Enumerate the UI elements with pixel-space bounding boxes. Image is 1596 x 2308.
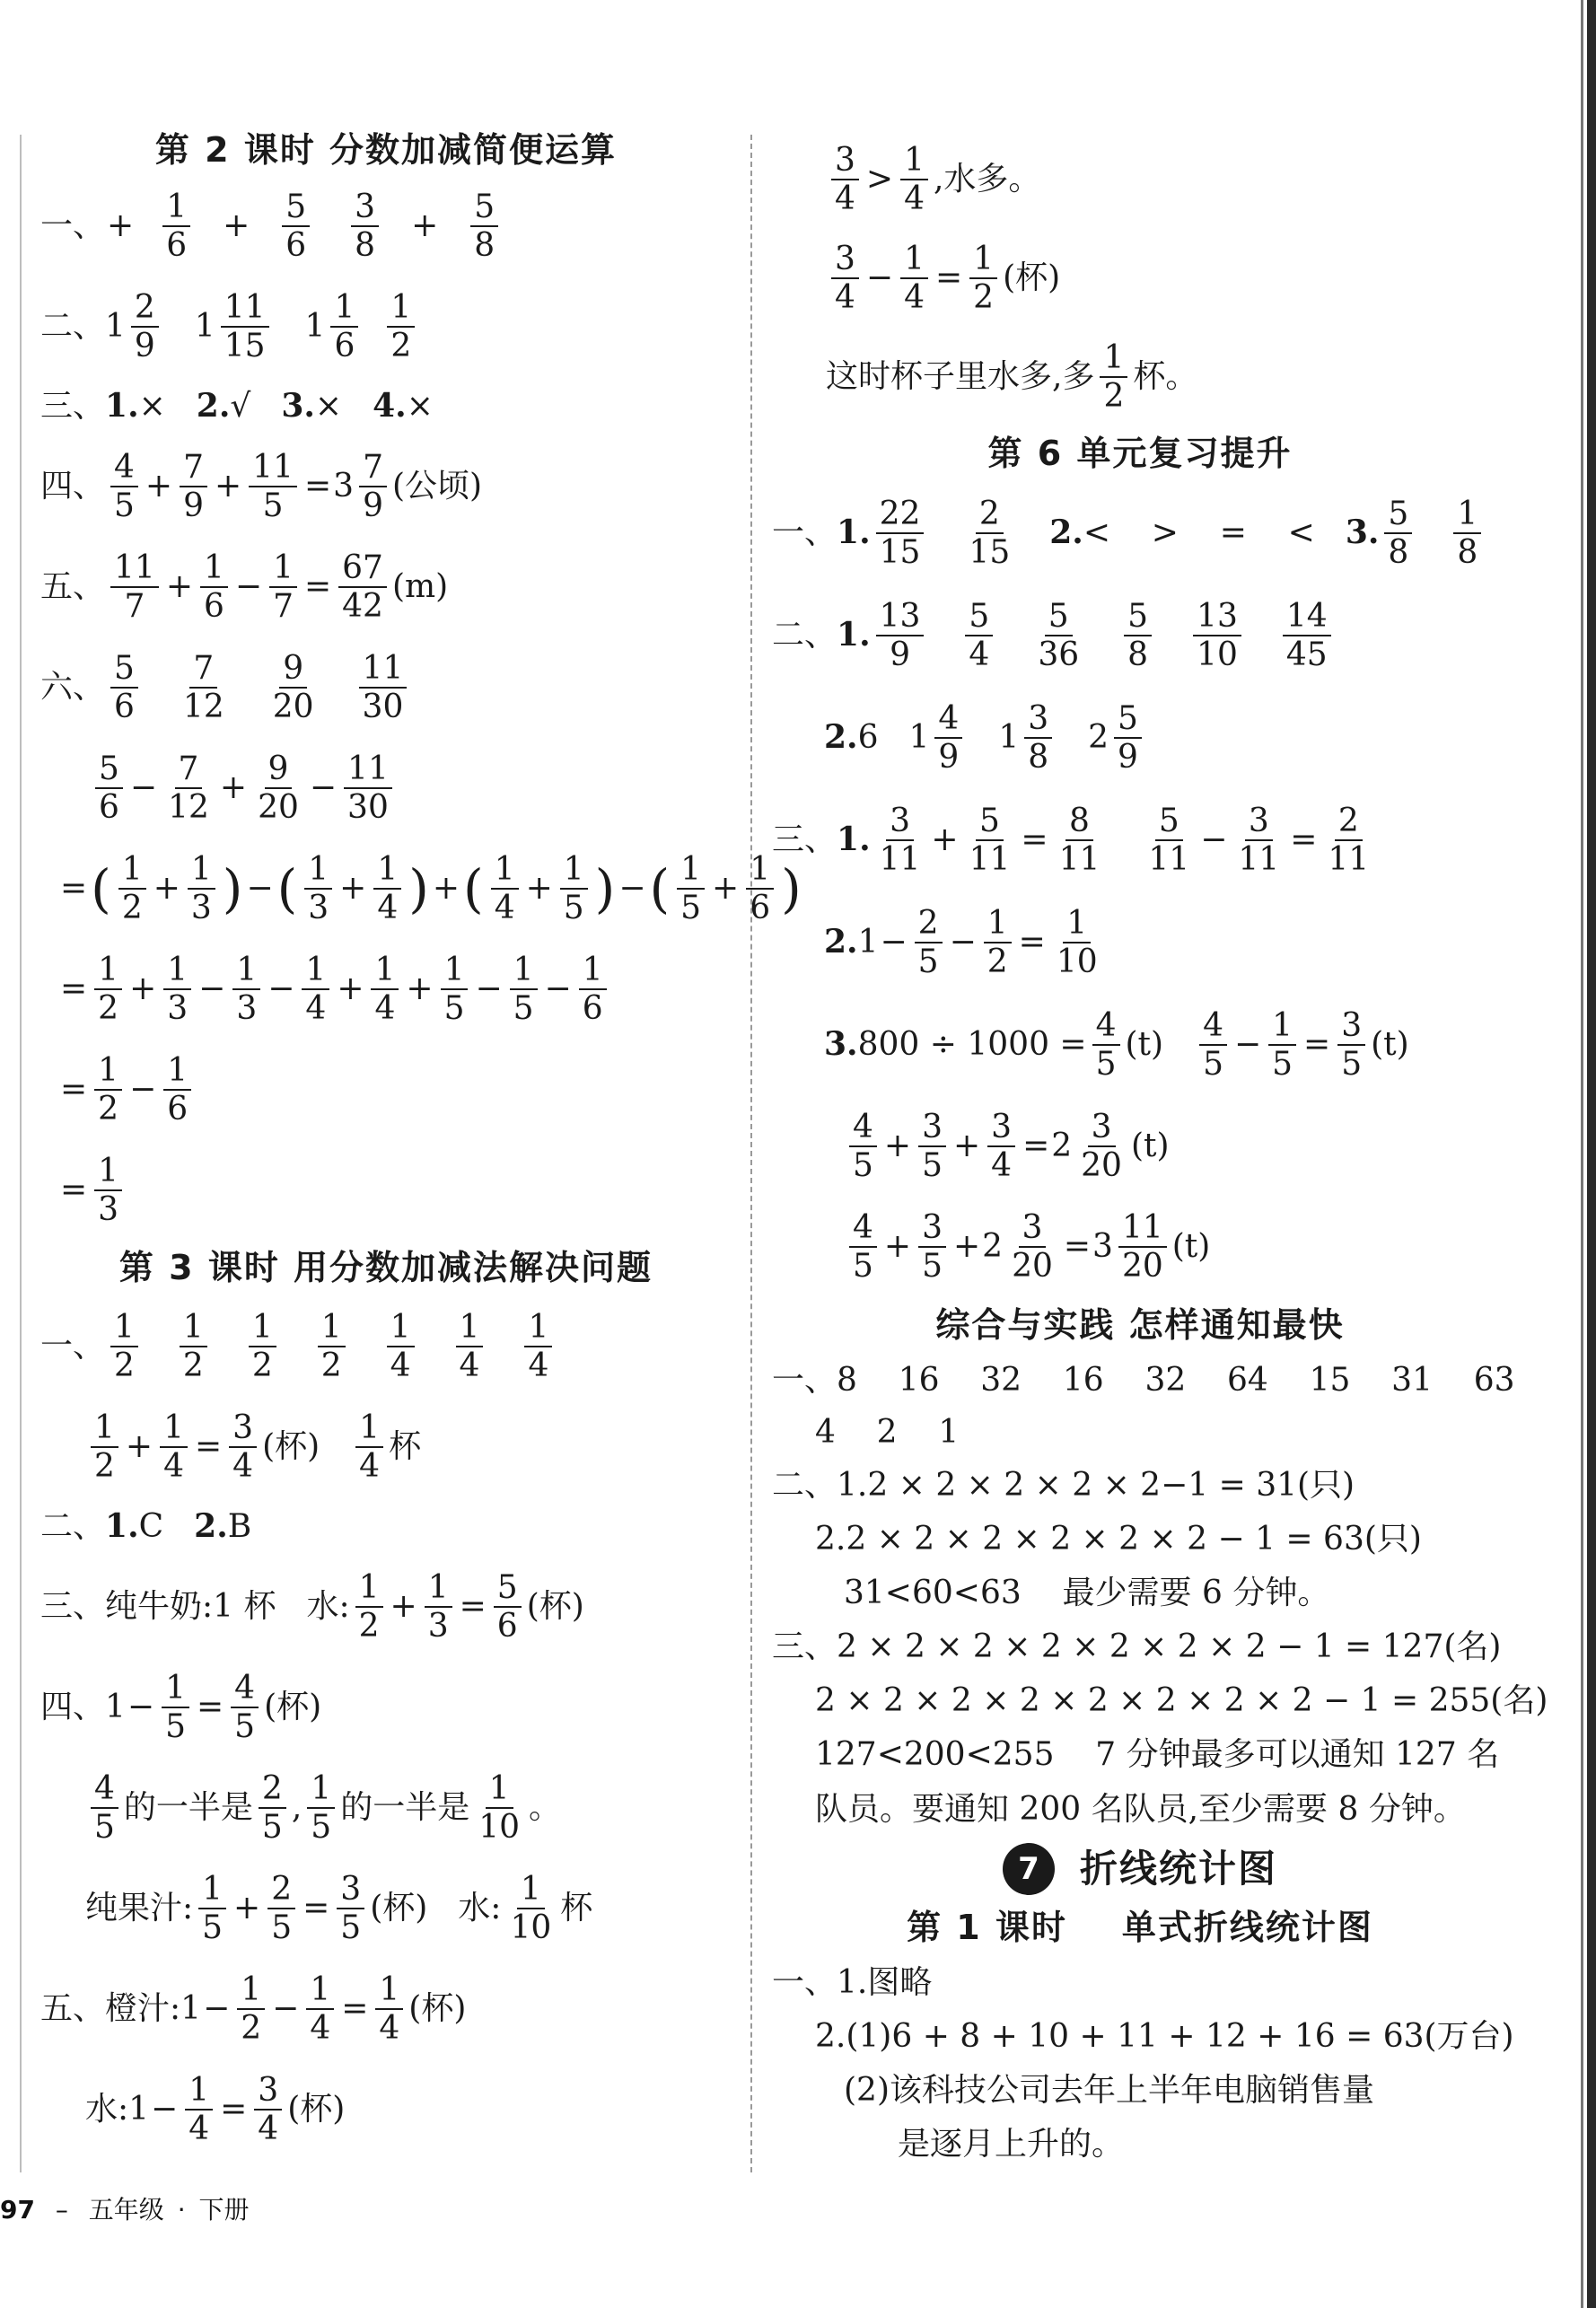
- fraction: $\frac{1}{2}$: [318, 1309, 346, 1385]
- left-margin-rule: [20, 135, 22, 2172]
- fraction: $\frac{7}{9}$: [180, 449, 207, 525]
- fraction: $\frac{1}{2}$: [110, 1309, 138, 1385]
- practice-q2: 二、 1.2 × 2 × 2 × 2 × 2−1 = 31(只): [772, 1467, 1355, 1505]
- lesson3-q1: 一、 $\frac{1}{2}$ $\frac{1}{2}$ $\frac{1}{2}$ $\frac{1}{2}$ $\frac{1}{4}$ $\frac{1}{4}$ $\frac{1}{4}$: [40, 1296, 732, 1397]
- fraction: $\frac{13}{9}$: [876, 598, 925, 674]
- fraction: $\frac{11}{20}$: [1118, 1209, 1167, 1286]
- fraction: $\frac{11}{7}$: [110, 549, 159, 626]
- fraction: $\frac{1}{5}$: [560, 851, 588, 927]
- fraction: $\frac{1}{2}$: [237, 1971, 265, 2048]
- review-q1: 一、 1. $\frac{22}{15}$ $\frac{2}{15}$ 2. < > = < 3. $\frac{5}{8}$ $\frac{1}{8}$: [772, 482, 1508, 584]
- fraction: $\frac{1}{5}$: [441, 952, 469, 1028]
- fraction: $\frac{4}{5}$: [1092, 1007, 1120, 1084]
- practice-q1-b: 4 2 1: [815, 1414, 960, 1452]
- lesson3-q3: 三、 纯牛奶:1 杯 水: $\frac{1}{2}$ + $\frac{1}{3}$ = $\frac{5}{6}$ (杯): [40, 1568, 584, 1645]
- fraction: $\frac{1}{10}$: [510, 1870, 552, 1946]
- fraction: $\frac{1}{2}$: [1100, 339, 1127, 416]
- fraction: $\frac{5}{9}$: [1114, 700, 1142, 777]
- fraction: $\frac{1}{3}$: [188, 851, 215, 927]
- unit-number-badge: 7: [1003, 1843, 1055, 1895]
- fraction: $\frac{1}{4}$: [900, 241, 928, 317]
- fraction: $\frac{3}{4}$: [831, 142, 859, 218]
- binding-line: [1581, 0, 1583, 2308]
- fraction: $\frac{5}{8}$: [1124, 598, 1152, 674]
- fraction: $\frac{1}{2}$: [94, 952, 122, 1028]
- fraction: $\frac{1}{4}$: [387, 1309, 415, 1385]
- fraction: $\frac{1}{4}$: [900, 142, 928, 218]
- fraction: $\frac{4}{9}$: [934, 700, 962, 777]
- fraction: $\frac{5}{6}$: [110, 650, 138, 726]
- fraction: $\frac{4}{5}$: [849, 1109, 877, 1185]
- unit7-q1-d: 是逐月上升的。: [898, 2126, 1125, 2163]
- fraction: $\frac{2}{5}$: [259, 1770, 286, 1847]
- fraction: $\frac{3}{8}$: [1024, 700, 1052, 777]
- fraction: $\frac{1}{4}$: [185, 2072, 213, 2148]
- fraction: $\frac{1}{3}$: [425, 1569, 452, 1645]
- practice-q3-c: 127<200<255 7 分钟最多可以通知 127 名: [815, 1736, 1500, 1774]
- fraction: $\frac{1}{6}$: [746, 851, 774, 927]
- fraction: $\frac{3}{5}$: [918, 1209, 946, 1286]
- lesson2-q1: 一、 + $\frac{1}{6}$ + $\frac{5}{6}$ $\frac{3}{8}$ + $\frac{5}{8}$: [40, 176, 732, 276]
- fraction: $\frac{7}{12}$: [182, 649, 224, 725]
- grade-label: 五年级: [88, 2195, 164, 2225]
- fraction: $\frac{1}{2}$: [94, 1052, 122, 1128]
- lesson2-q6-row6: = $\frac{1}{3}$: [40, 1140, 732, 1241]
- fraction: $\frac{4}{5}$: [849, 1209, 877, 1286]
- review-q3: 三、 1. $\frac{3}{11}$ + $\frac{5}{11}$ = $\frac{8}{11}$ $\frac{5}{11}$ − $\frac{3}{11}$ = $\frac{2}{11}$: [772, 789, 1508, 891]
- fraction: $\frac{5}{11}$: [1148, 802, 1190, 878]
- fraction: $\frac{1}{2}$: [984, 905, 1012, 981]
- fraction: $\frac{3}{11}$: [879, 802, 921, 878]
- fraction: $\frac{1}{6}$: [162, 189, 190, 265]
- fraction: $\frac{1}{5}$: [510, 952, 538, 1028]
- fraction: $\frac{1}{10}$: [478, 1769, 521, 1846]
- unit7-q1-b: 2.(1)6 + 8 + 10 + 11 + 12 + 16 = 63(万台): [815, 2018, 1514, 2056]
- unit7-header: [772, 1838, 1508, 1900]
- section-title-unit7-lesson1: 第 1 课时 单式折线统计图: [907, 1908, 1373, 1948]
- fraction: $\frac{2}{5}$: [267, 1871, 295, 1947]
- fraction: $\frac{1}{5}$: [1268, 1007, 1296, 1084]
- review-q3-d: $\frac{4}{5}$ + $\frac{3}{5}$ + $\frac{3}{4}$ = 2 $\frac{3}{20}$ (t): [772, 1096, 1508, 1197]
- fraction: $\frac{5}{6}$: [494, 1569, 522, 1645]
- fraction: $\frac{5}{11}$: [969, 802, 1011, 878]
- fraction: $\frac{22}{15}$: [876, 496, 925, 572]
- binding-edge: [1587, 0, 1596, 2308]
- lesson2-q2: 二、 1 $\frac{2}{9}$ 1 $\frac{11}{15}$ 1 $\frac{1}{6}$ $\frac{1}{2}$: [40, 276, 732, 377]
- fraction: $\frac{1}{4}$: [491, 851, 519, 927]
- right-column: [772, 130, 1548, 2172]
- fraction: $\frac{1}{4}$: [456, 1309, 484, 1385]
- fraction: $\frac{2}{5}$: [915, 905, 943, 981]
- fraction: $\frac{1}{4}$: [306, 1971, 334, 2048]
- lesson3-q2: 二、 1. C 2. B: [40, 1507, 252, 1546]
- continued-row1: $\frac{3}{4}$ > $\frac{1}{4}$ ,水多。: [772, 130, 1508, 229]
- practice-q3-b: 2 × 2 × 2 × 2 × 2 × 2 × 2 × 2 − 1 = 255(名): [815, 1682, 1548, 1720]
- lesson2-q6-row2: $\frac{5}{6}$ − $\frac{7}{12}$ + $\frac{9}{20}$ − $\frac{11}{30}$: [40, 738, 732, 838]
- section-title-lesson2: 第 2 课时 分数加减简便运算: [154, 130, 618, 171]
- fraction: $\frac{2}{15}$: [969, 495, 1011, 571]
- fraction: $\frac{1}{2}$: [249, 1309, 276, 1385]
- section-title-practice: 综合与实践 怎样通知最快: [935, 1305, 1345, 1346]
- fraction: $\frac{1}{4}$: [375, 1971, 403, 2048]
- review-q3-e: $\frac{4}{5}$ + $\frac{3}{5}$ + 2 $\frac{3}{20}$ = 3 $\frac{11}{20}$ (t): [772, 1197, 1508, 1297]
- lesson2-q6-row1: 六、 $\frac{5}{6}$ $\frac{7}{12}$ $\frac{9}{20}$ $\frac{11}{30}$: [40, 637, 732, 738]
- lesson3-q5: 五、 橙汁:1 − $\frac{1}{2}$ − $\frac{1}{4}$ = $\frac{1}{4}$ (杯): [40, 1970, 467, 2047]
- fraction: $\frac{3}{20}$: [1012, 1208, 1053, 1285]
- unit7-q1: 一、 1.图略: [772, 1964, 933, 2002]
- fraction: $\frac{1}{4}$: [355, 1409, 383, 1486]
- fraction: $\frac{8}{11}$: [1058, 802, 1101, 878]
- fraction: $\frac{1}{2}$: [91, 1409, 118, 1486]
- fraction: $\frac{3}{11}$: [1238, 802, 1280, 878]
- fraction: $\frac{3}{5}$: [1337, 1007, 1365, 1084]
- fraction: $\frac{4}{5}$: [91, 1770, 118, 1847]
- practice-q2-c: 31<60<63 最少需要 6 分钟。: [844, 1575, 1330, 1612]
- fraction: $\frac{3}{4}$: [831, 241, 859, 317]
- lesson2-q6-row3: = ( $\frac{1}{2}$ + $\frac{1}{3}$ ) − ( $\frac{1}{3}$ + $\frac{1}{4}$ ) + ( $\frac{1}{4}$ + $\frac{1}{5}$ ) − ( $\frac{1}{5}$ + $\frac{1}{6}$ ): [60, 850, 802, 926]
- fraction: $\frac{1}{2}$: [118, 851, 146, 927]
- section-title-unit6-review: 第 6 单元复习提升: [987, 434, 1293, 474]
- fraction: $\frac{7}{12}$: [168, 750, 209, 826]
- practice-q3-d: 队员。要通知 200 名队员,至少需要 8 分钟。: [815, 1791, 1466, 1829]
- fraction: $\frac{11}{30}$: [359, 650, 408, 726]
- lesson3-q4-c: 纯果汁: $\frac{1}{5}$ + $\frac{2}{5}$ = $\frac{3}{5}$ (杯) 水: $\frac{1}{10}$ 杯: [85, 1870, 593, 1946]
- fraction: $\frac{9}{20}$: [272, 649, 314, 725]
- fraction: $\frac{11}{15}$: [221, 289, 269, 365]
- fraction: $\frac{1}{3}$: [94, 1153, 122, 1229]
- lesson2-q6-row4: = $\frac{1}{2}$ + $\frac{1}{3}$ − $\frac{1}{3}$ − $\frac{1}{4}$ + $\frac{1}{4}$ + $\frac{1}{5}$ − $\frac{1}{5}$ − $\frac{1}{6}$: [40, 939, 732, 1040]
- lesson3-q1-b: $\frac{1}{2}$ + $\frac{1}{4}$ = $\frac{3}{4}$ (杯) $\frac{1}{4}$ 杯: [40, 1397, 732, 1497]
- lesson3-q4-b: $\frac{4}{5}$ 的一半是 $\frac{2}{5}$ , $\frac{1}{5}$ 的一半是 $\frac{1}{10}$ 。: [40, 1758, 732, 1858]
- fraction: $\frac{3}{5}$: [337, 1871, 364, 1947]
- fraction: $\frac{1}{6}$: [579, 952, 607, 1028]
- fraction: $\frac{5}{8}$: [1384, 496, 1412, 572]
- lesson3-q5-b: 水:1 − $\frac{1}{4}$ = $\frac{3}{4}$ (杯): [85, 2071, 346, 2147]
- fraction: $\frac{1}{2}$: [387, 289, 415, 365]
- page-number: 97: [0, 2195, 35, 2225]
- fraction: $\frac{4}{5}$: [231, 1670, 259, 1746]
- fraction: $\frac{1}{5}$: [162, 1670, 189, 1746]
- fraction: $\frac{1}{2}$: [969, 241, 997, 317]
- fraction: $\frac{1}{6}$: [163, 1052, 191, 1128]
- fraction: $\frac{5}{6}$: [282, 189, 310, 265]
- fraction: $\frac{1}{5}$: [307, 1770, 335, 1847]
- fraction: $\frac{3}{5}$: [918, 1109, 946, 1185]
- fraction: $\frac{1}{4}$: [160, 1409, 188, 1486]
- fraction: $\frac{1}{8}$: [1453, 496, 1481, 572]
- section-title-lesson3: 第 3 课时 用分数加减法解决问题: [118, 1248, 653, 1288]
- fraction: $\frac{1}{4}$: [371, 952, 399, 1028]
- continued-row3: 这时杯子里水多,多 $\frac{1}{2}$ 杯。: [826, 338, 1198, 415]
- practice-q3: 三、 2 × 2 × 2 × 2 × 2 × 2 × 2 − 1 = 127(名): [772, 1628, 1502, 1666]
- fraction: $\frac{3}{8}$: [351, 189, 379, 265]
- fraction: $\frac{4}{5}$: [1199, 1007, 1227, 1084]
- fraction: $\frac{1}{2}$: [355, 1569, 383, 1645]
- fraction: $\frac{13}{10}$: [1193, 598, 1241, 674]
- practice-q1: 一、 8 16 32 16 32 64 15 31 63: [772, 1362, 1515, 1400]
- review-q2: 二、 1. $\frac{13}{9}$ $\frac{5}{4}$ $\frac{5}{36}$ $\frac{5}{8}$ $\frac{13}{10}$ $\frac{14}{45}$: [772, 584, 1508, 687]
- lesson2-q4: 四、 $\frac{4}{5}$ + $\frac{7}{9}$ + $\frac{11}{5}$ = 3 $\frac{7}{9}$ (公顷): [40, 448, 483, 524]
- fraction: $\frac{11}{5}$: [249, 449, 297, 525]
- review-q3-b: 2. 1 − $\frac{2}{5}$ − $\frac{1}{2}$ = $\frac{1}{10}$: [772, 891, 1508, 994]
- fraction: $\frac{1}{10}$: [1056, 904, 1098, 980]
- fraction: $\frac{4}{5}$: [110, 449, 138, 525]
- fraction: $\frac{1}{6}$: [330, 289, 358, 365]
- fraction: $\frac{1}{4}$: [524, 1309, 552, 1385]
- fraction: $\frac{5}{4}$: [965, 598, 993, 674]
- fraction: $\frac{67}{42}$: [338, 549, 387, 626]
- fraction: $\frac{2}{11}$: [1328, 802, 1370, 878]
- page-footer: 97 – 五年级 · 下册: [0, 2195, 250, 2225]
- lesson2-q5: 五、 $\frac{11}{7}$ + $\frac{1}{6}$ − $\frac{1}{7}$ = $\frac{67}{42}$ (m): [40, 548, 449, 625]
- fraction: $\frac{3}{4}$: [254, 2072, 282, 2148]
- fraction: $\frac{1}{3}$: [163, 952, 191, 1028]
- fraction: $\frac{14}{45}$: [1283, 598, 1331, 674]
- fraction: $\frac{1}{6}$: [200, 549, 228, 626]
- review-q3-c: 3. 800 ÷ 1000 = $\frac{4}{5}$ (t) $\frac{4}{5}$ − $\frac{1}{5}$ = $\frac{3}{5}$ (t): [824, 1006, 1409, 1083]
- fraction: $\frac{1}{5}$: [198, 1871, 226, 1947]
- fraction: $\frac{1}{5}$: [677, 851, 705, 927]
- fraction: $\frac{2}{9}$: [131, 289, 159, 365]
- unit7-q1-c: (2)该科技公司去年上半年电脑销售量: [844, 2072, 1374, 2110]
- left-column: [40, 126, 802, 2160]
- fraction: $\frac{1}{3}$: [232, 952, 260, 1028]
- lesson2-q3: 三、 1. × 2. √ 3. × 4. ×: [40, 387, 434, 426]
- fraction: $\frac{1}{7}$: [269, 549, 297, 626]
- fraction: $\frac{3}{20}$: [1081, 1108, 1122, 1184]
- fraction: $\frac{5}{36}$: [1038, 597, 1080, 673]
- fraction: $\frac{1}{4}$: [373, 851, 401, 927]
- fraction: $\frac{3}{4}$: [987, 1109, 1015, 1185]
- fraction: $\frac{5}{6}$: [95, 750, 123, 827]
- fraction: $\frac{1}{4}$: [302, 952, 329, 1028]
- lesson3-q4: 四、 1 − $\frac{1}{5}$ = $\frac{4}{5}$ (杯): [40, 1669, 322, 1745]
- fraction: $\frac{11}{30}$: [344, 750, 392, 827]
- volume-label: 下册: [198, 2195, 250, 2225]
- fraction: $\frac{7}{9}$: [359, 449, 387, 525]
- fraction: $\frac{5}{8}$: [470, 189, 498, 265]
- fraction: $\frac{3}{4}$: [229, 1409, 257, 1486]
- continued-row2: $\frac{3}{4}$ − $\frac{1}{4}$ = $\frac{1}{2}$ (杯): [772, 229, 1508, 328]
- fraction: $\frac{1}{3}$: [304, 851, 332, 927]
- fraction: $\frac{9}{20}$: [258, 750, 299, 826]
- lesson2-q6-row5: = $\frac{1}{2}$ − $\frac{1}{6}$: [40, 1040, 732, 1140]
- fraction: $\frac{1}{2}$: [180, 1309, 207, 1385]
- practice-q2-b: 2.2 × 2 × 2 × 2 × 2 × 2 − 1 = 63(只): [815, 1521, 1422, 1558]
- unit-title: 折线统计图: [1079, 1846, 1277, 1891]
- review-q2-b: 2. 6 1 $\frac{4}{9}$ 1 $\frac{3}{8}$ 2 $\frac{5}{9}$: [772, 687, 1508, 789]
- column-divider: [750, 135, 752, 2172]
